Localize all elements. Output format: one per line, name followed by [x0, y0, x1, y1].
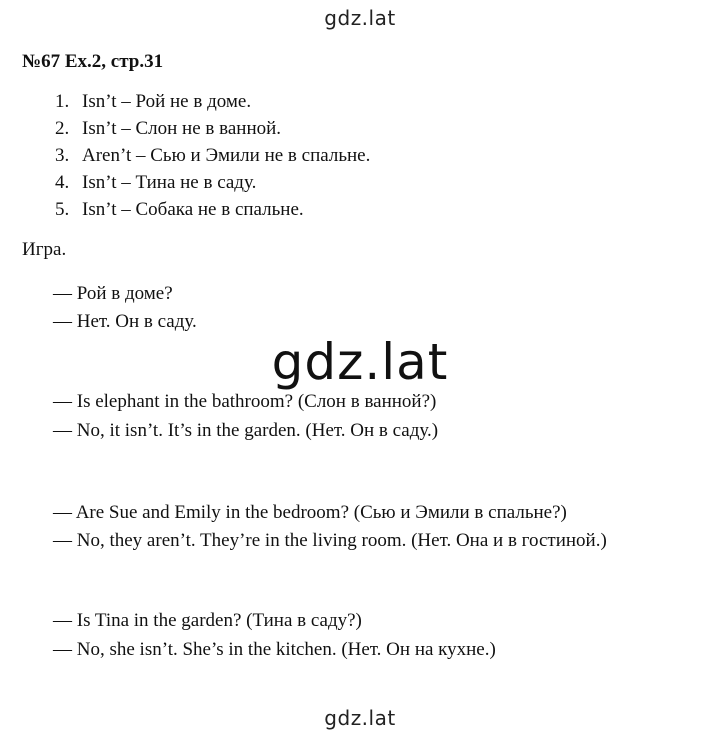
- list-item-text: Isn’t – Тина не в саду.: [82, 172, 257, 193]
- list-item-number: 2.: [55, 118, 70, 139]
- list-item-number: 4.: [55, 172, 70, 193]
- list-item-text: Isn’t – Рой не в доме.: [82, 91, 252, 112]
- watermark-middle: gdz.lat: [271, 333, 449, 391]
- dialogue-line: — Are Sue and Emily in the bedroom? (Сью и Эмили в спальне?): [53, 502, 567, 523]
- list-item-number: 1.: [55, 91, 70, 112]
- dialogue-line: — No, it isn’t. It’s in the garden. (Нет. Он в саду.): [53, 420, 439, 441]
- dialogue-line: — Is Tina in the garden? (Тина в саду?): [53, 610, 362, 631]
- dialogue-line: — Рой в доме?: [53, 283, 173, 304]
- watermark-top: gdz.lat: [324, 6, 396, 30]
- list-item-number: 3.: [55, 145, 70, 166]
- watermark-bottom: gdz.lat: [324, 706, 396, 730]
- dialogue-line: — Is elephant in the bathroom? (Слон в ванной?): [53, 391, 437, 412]
- game-label: Игра.: [22, 239, 67, 260]
- list-item-text: Aren’t – Сью и Эмили не в спальне.: [82, 145, 371, 166]
- list-item-text: Isn’t – Слон не в ванной.: [82, 118, 282, 139]
- dialogue-line: — No, they aren’t. They’re in the living room. (Нет. Она и в гостиной.): [53, 530, 607, 551]
- list-item-text: Isn’t – Собака не в спальне.: [82, 199, 304, 220]
- list-item-number: 5.: [55, 199, 70, 220]
- exercise-heading: №67 Ex.2, стр.31: [22, 51, 164, 72]
- dialogue-line: — No, she isn’t. She’s in the kitchen. (Нет. Он на кухне.): [53, 639, 496, 660]
- dialogue-line: — Нет. Он в саду.: [53, 311, 197, 332]
